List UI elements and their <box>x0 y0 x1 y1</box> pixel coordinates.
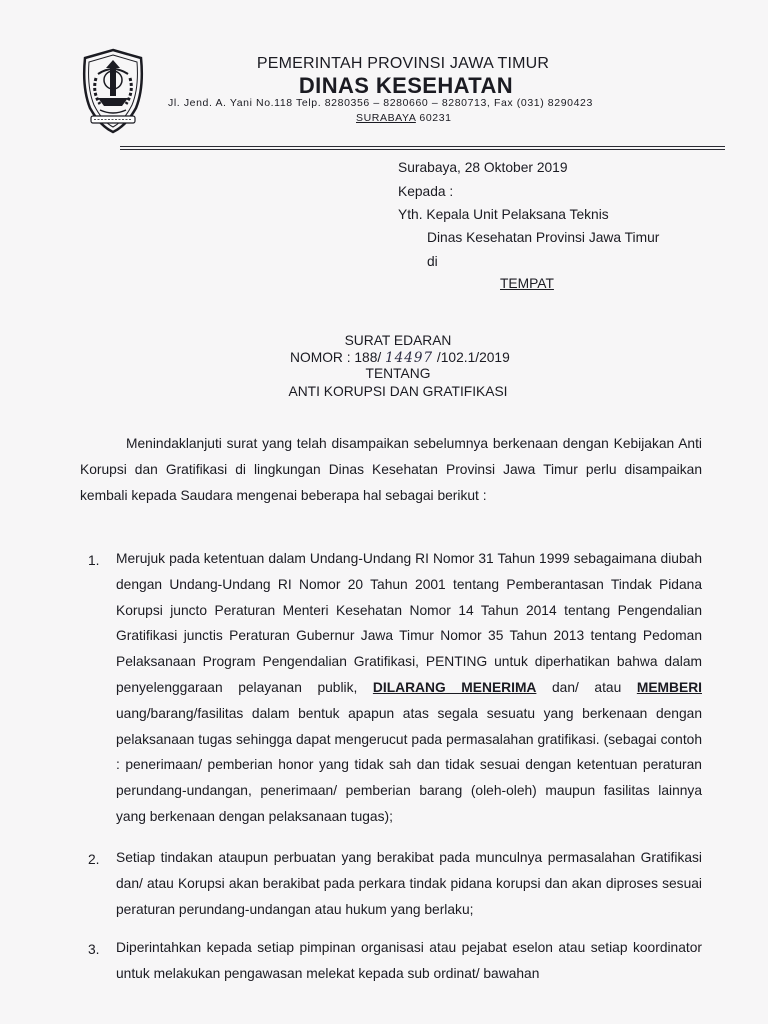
letter-type: SURAT EDARAN <box>344 333 452 348</box>
letter-about: TENTANG <box>365 366 431 381</box>
postal-code: 60231 <box>419 112 452 124</box>
point-1-emphasis-give: MEMBERI <box>636 679 702 695</box>
point-1-text <box>116 546 702 830</box>
government-name: PEMERINTAH PROVINSI JAWA TIMUR <box>256 55 550 72</box>
letter-number-prefix: NOMOR : 188/ <box>290 350 382 365</box>
letter-number-handwritten: 14497 <box>385 350 434 366</box>
intro-text: Menindaklanjuti surat yang telah disampaikan sebelumnya berkenaan dengan Kebijakan Anti Korupsi dan Gratifikasi di lingkungan Dinas Kesehatan Provinsi Jawa Timur perlu disampaikan kembali kepada Saudara mengenai beberapa hal sebagai berikut : <box>80 436 702 503</box>
letterhead-rule-thick <box>120 146 725 147</box>
point-3-text: Diperintahkan kepada setiap pimpinan organisasi atau pejabat eselon atau setiap koordinator untuk melakukan pengawasan melekat kepada sub ordinat/ bawahan <box>116 940 702 981</box>
point-1-number: 1. <box>88 553 100 568</box>
letter-number <box>290 350 510 366</box>
agency-name: DINAS KESEHATAN <box>298 73 514 98</box>
recipient-line1: Yth. Kepala Unit Pelaksana Teknis <box>398 207 609 222</box>
recipient-line2: Dinas Kesehatan Provinsi Jawa Timur <box>427 230 660 245</box>
point-2-number: 2. <box>88 852 100 867</box>
intro-paragraph <box>80 431 702 508</box>
city-name: SURABAYA <box>356 112 416 124</box>
point-1-part-c: uang/barang/fasilitas dalam bentuk apapun atas segala sesuatu yang berkenaan dengan pelaksanaan tugas sehingga dapat mengerucut pada permasalahan gratifikasi. (sebagai contoh : penerimaan/ pemberian honor yang tidak sah dan tidak sesuai dengan ketentuan peraturan perundang-undangan, penerimaan/ pemberian barang (oleh-oleh) maupun fasilitas lainnya yang berkenaan dengan pelaksanaan tugas); <box>116 705 702 824</box>
letterhead-rule-thin <box>120 149 725 150</box>
point-1-part-a: Merujuk pada ketentuan dalam Undang-Undang RI Nomor 31 Tahun 1999 sebagaimana diubah dengan Undang-Undang RI Nomor 20 Tahun 2001 tentang Pemberantasan Tindak Pidana Korupsi juncto Peraturan Menteri Kesehatan Nomor 14 Tahun 2014 tentang Pengendalian Gratifikasi junctis Peraturan Gubernur Jawa Timur Nomor 35 Tahun 2013 tentang Pedoman Pelaksanaan Program Pengendalian Gratifikasi, PENTING untuk diperhatikan bahwa dalam penyelenggaraan pelayanan publik, <box>116 551 702 695</box>
letter-subject: ANTI KORUPSI DAN GRATIFIKASI <box>288 384 508 399</box>
point-3-number: 3. <box>88 942 100 957</box>
point-1-part-b: dan/ atau <box>551 679 622 695</box>
point-1-emphasis-receive: DILARANG MENERIMA <box>372 679 537 695</box>
agency-address: Jl. Jend. A. Yani No.118 Telp. 8280356 – 8280660 – 8280713, Fax (031) 8290423 <box>168 97 593 109</box>
agency-city <box>356 112 452 124</box>
letter-number-suffix: /102.1/2019 <box>436 350 510 365</box>
point-2-text: Setiap tindakan ataupun perbuatan yang berakibat pada munculnya permasalahan Gratifikasi dan/ atau Korupsi akan berakibat pada perkara tindak pidana korupsi dan akan diproses sesuai peraturan perundang-undangan atau hukum yang berlaku; <box>116 850 702 917</box>
recipient-place: TEMPAT <box>500 276 554 291</box>
recipient-label: Kepada : <box>398 184 454 199</box>
recipient-line3: di <box>427 254 438 269</box>
place-date: Surabaya, 28 Oktober 2019 <box>398 160 568 175</box>
